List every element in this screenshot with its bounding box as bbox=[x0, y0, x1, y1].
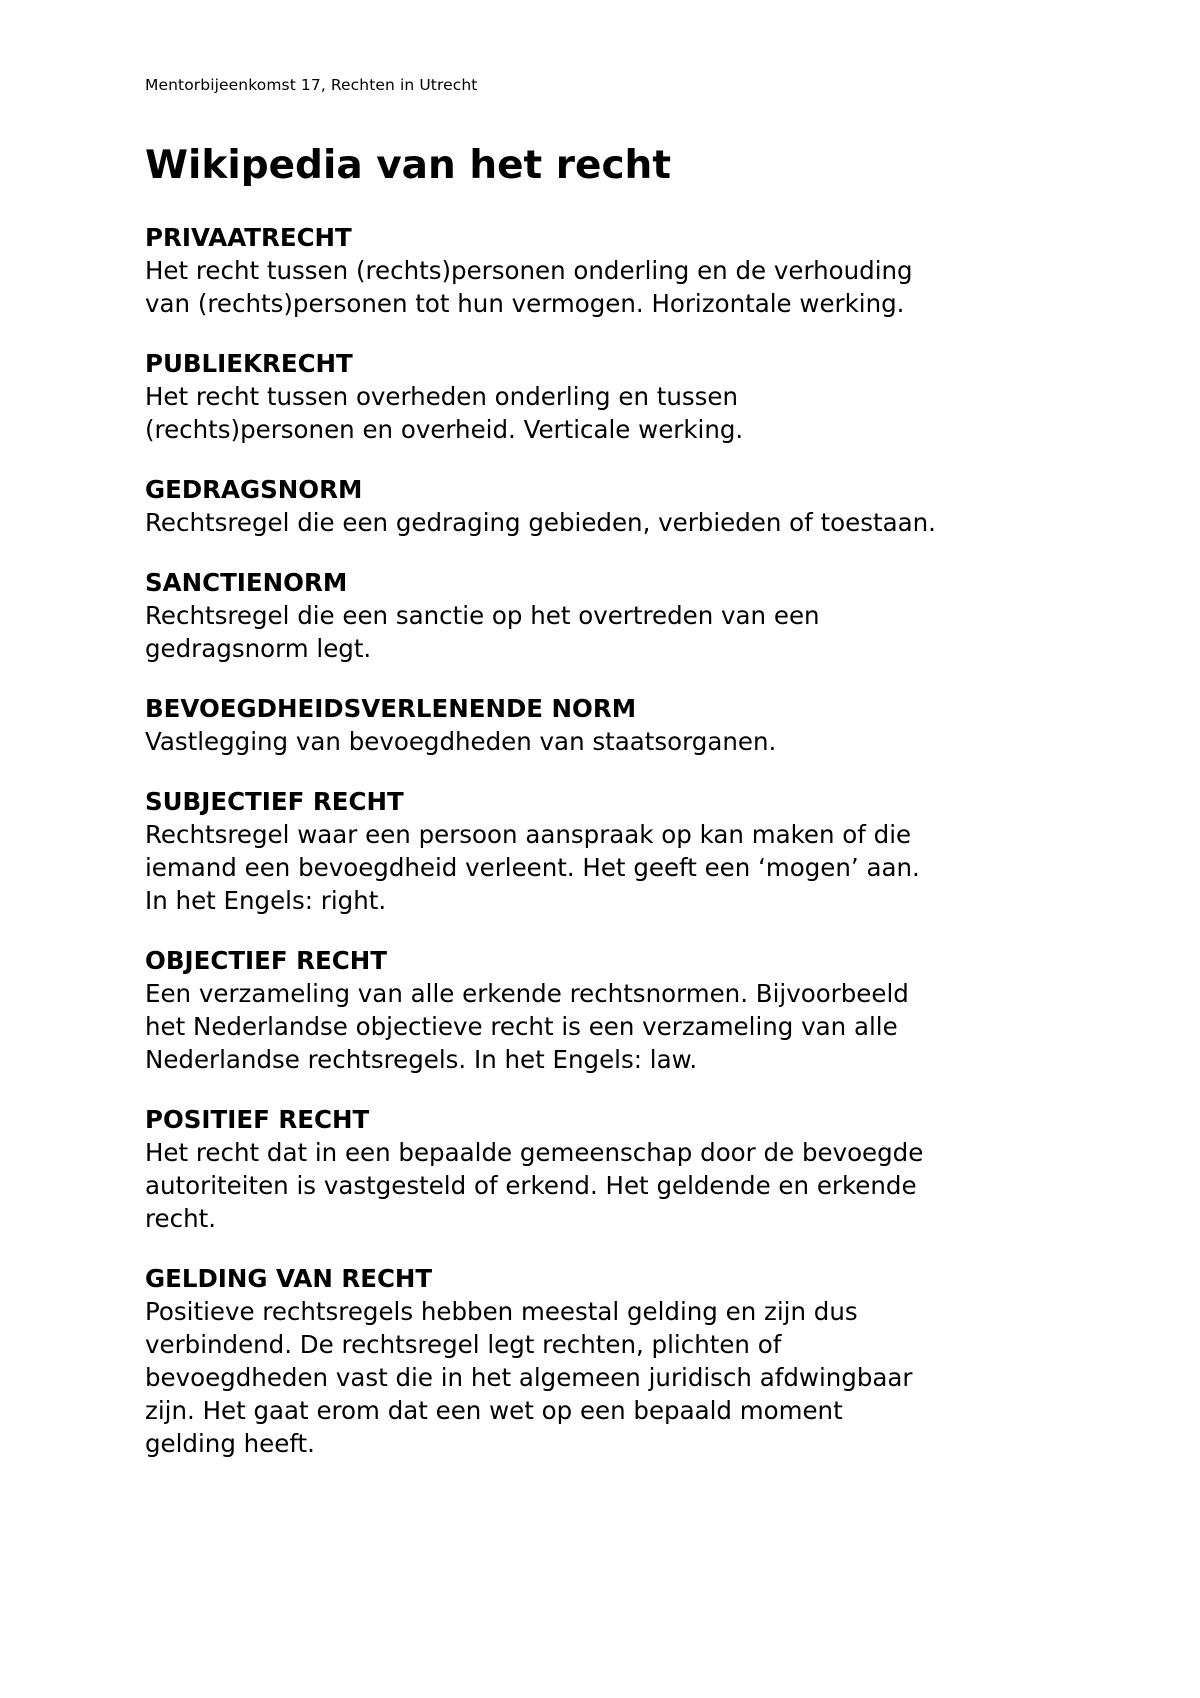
definition-term: SUBJECTIEF RECHT bbox=[145, 787, 404, 816]
definition-entry-privaatrecht bbox=[145, 221, 1105, 320]
definition-line: autoriteiten is vastgesteld of erkend. Het geldende en erkende bbox=[145, 1171, 917, 1200]
definition-text bbox=[145, 254, 1105, 320]
definition-line: In het Engels: right. bbox=[145, 886, 387, 915]
definition-term: GEDRAGSNORM bbox=[145, 475, 363, 504]
definition-line: Het recht tussen overheden onderling en tussen bbox=[145, 382, 739, 411]
definition-term: PUBLIEKRECHT bbox=[145, 349, 353, 378]
definition-entry-sanctienorm bbox=[145, 566, 1105, 665]
definition-line: Vastlegging van bevoegdheden van staatsorganen. bbox=[145, 727, 777, 756]
document-title: Wikipedia van het recht bbox=[145, 143, 671, 188]
definition-line: verbindend. De rechtsregel legt rechten, plichten of bbox=[145, 1330, 782, 1359]
definition-line: (rechts)personen en overheid. Verticale werking. bbox=[145, 415, 744, 444]
definition-line: zijn. Het gaat erom dat een wet op een bepaald moment bbox=[145, 1396, 843, 1425]
running-header: Mentorbijeenkomst 17, Rechten in Utrecht bbox=[145, 76, 478, 94]
definition-entry-positief-recht bbox=[145, 1103, 1105, 1235]
definition-line: recht. bbox=[145, 1204, 216, 1233]
definition-line: van (rechts)personen tot hun vermogen. Horizontale werking. bbox=[145, 289, 905, 318]
definition-text bbox=[145, 599, 1105, 665]
definition-line: bevoegdheden vast die in het algemeen juridisch afdwingbaar bbox=[145, 1363, 913, 1392]
definition-line: Nederlandse rechtsregels. In het Engels: law. bbox=[145, 1045, 698, 1074]
definition-entry-subjectief-recht bbox=[145, 785, 1105, 917]
definition-line: Positieve rechtsregels hebben meestal gelding en zijn dus bbox=[145, 1297, 858, 1326]
definition-term: BEVOEGDHEIDSVERLENENDE NORM bbox=[145, 694, 637, 723]
definition-text bbox=[145, 818, 1105, 917]
definition-term: GELDING VAN RECHT bbox=[145, 1264, 433, 1293]
definition-term: PRIVAATRECHT bbox=[145, 223, 352, 252]
definition-line: Een verzameling van alle erkende rechtsnormen. Bijvoorbeeld bbox=[145, 979, 909, 1008]
definition-term: SANCTIENORM bbox=[145, 568, 348, 597]
definition-line: gedragsnorm legt. bbox=[145, 634, 372, 663]
definition-line: gelding heeft. bbox=[145, 1429, 315, 1458]
definition-entry-gelding-van-recht bbox=[145, 1262, 1105, 1460]
definition-text bbox=[145, 725, 1105, 758]
definition-text bbox=[145, 1295, 1105, 1460]
definition-text bbox=[145, 380, 1105, 446]
definition-line: iemand een bevoegdheid verleent. Het geeft een ‘mogen’ aan. bbox=[145, 853, 920, 882]
definition-line: Het recht tussen (rechts)personen onderling en de verhouding bbox=[145, 256, 913, 285]
definition-entry-gedragsnorm bbox=[145, 473, 1105, 539]
definition-list bbox=[145, 221, 1105, 1487]
definition-text bbox=[145, 977, 1105, 1076]
definition-line: Rechtsregel die een sanctie op het overtreden van een bbox=[145, 601, 820, 630]
definition-term: POSITIEF RECHT bbox=[145, 1105, 370, 1134]
definition-line: Rechtsregel die een gedraging gebieden, verbieden of toestaan. bbox=[145, 508, 936, 537]
definition-line: Het recht dat in een bepaalde gemeenschap door de bevoegde bbox=[145, 1138, 924, 1167]
definition-line: Rechtsregel waar een persoon aanspraak op kan maken of die bbox=[145, 820, 912, 849]
definition-text bbox=[145, 506, 1105, 539]
definition-term: OBJECTIEF RECHT bbox=[145, 946, 387, 975]
definition-text bbox=[145, 1136, 1105, 1235]
definition-entry-objectief-recht bbox=[145, 944, 1105, 1076]
definition-line: het Nederlandse objectieve recht is een verzameling van alle bbox=[145, 1012, 898, 1041]
definition-entry-publiekrecht bbox=[145, 347, 1105, 446]
definition-entry-bevoegdheidsverlenende-norm bbox=[145, 692, 1105, 758]
